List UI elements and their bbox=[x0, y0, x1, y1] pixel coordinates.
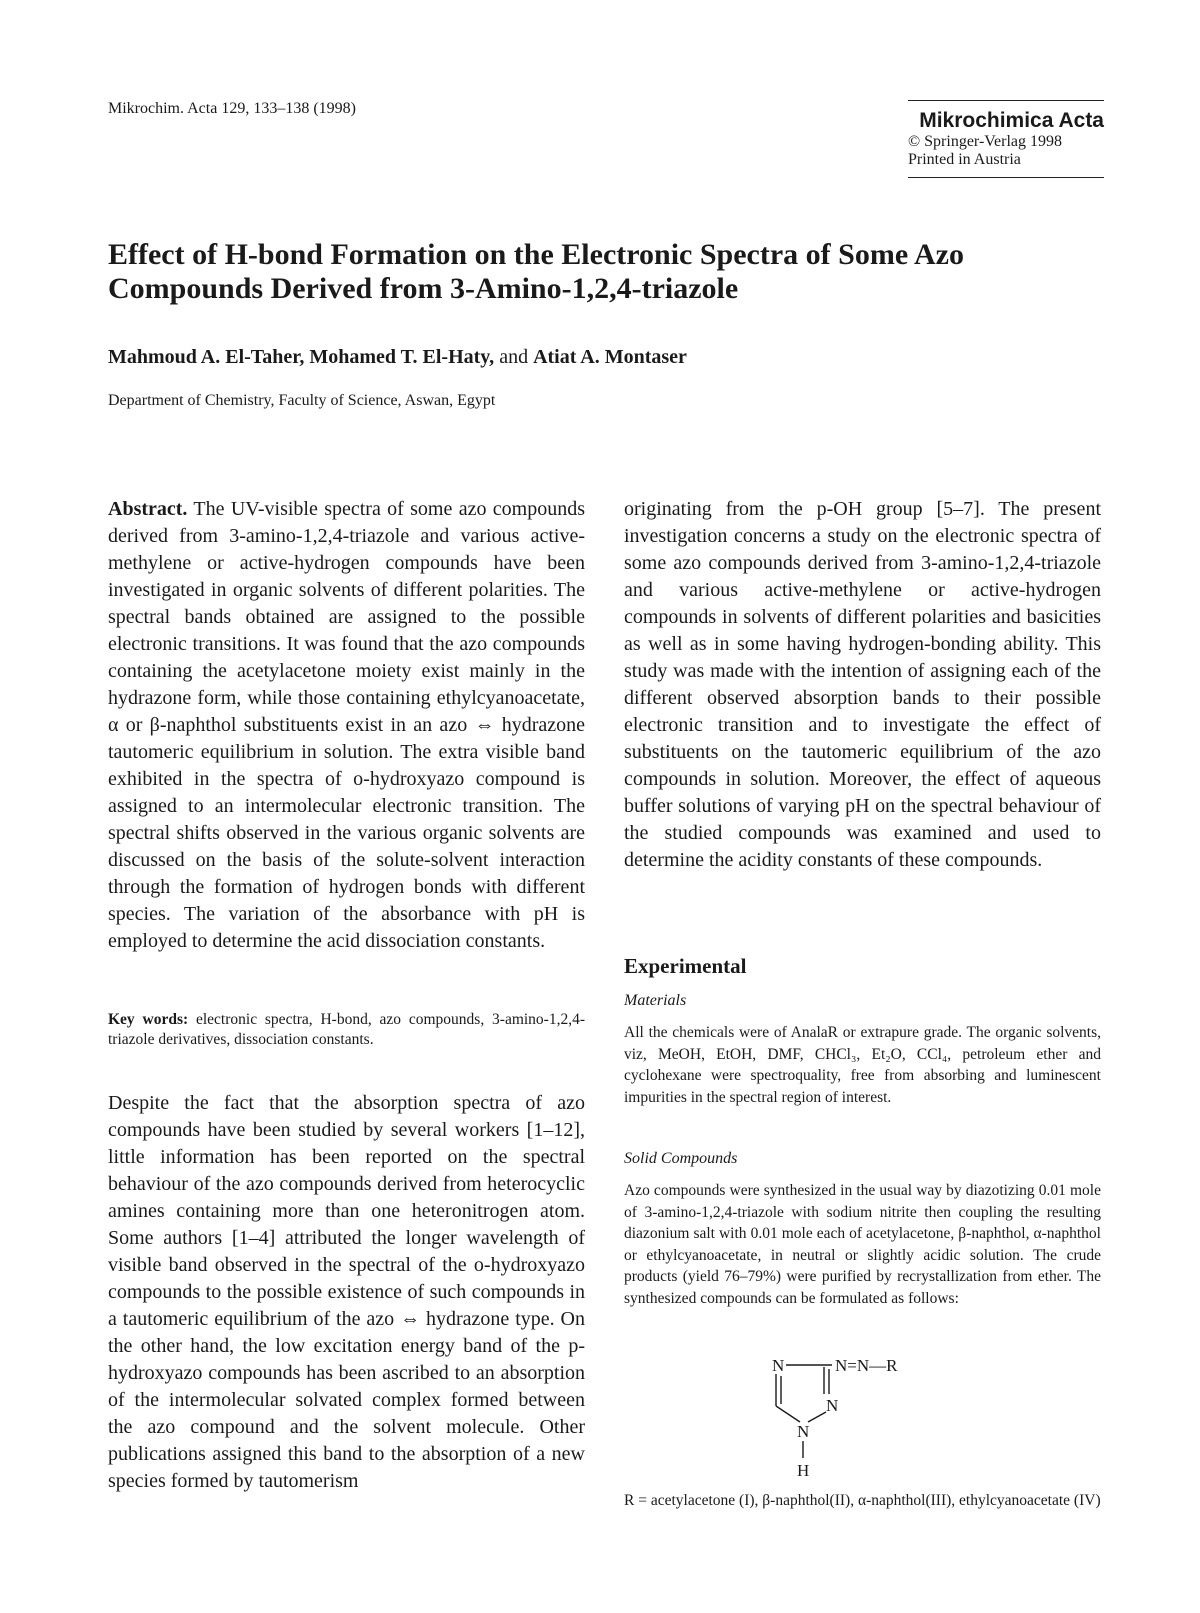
author-list bbox=[108, 346, 687, 369]
structure-n2: N bbox=[826, 1396, 839, 1415]
author-1: Mahmoud A. El-Taher, bbox=[108, 346, 305, 368]
affiliation: Department of Chemistry, Faculty of Science, Aswan, Egypt bbox=[108, 392, 496, 409]
paper-title: Effect of H-bond Formation on the Electronic Spectra of Some Azo Compounds Derived from 3-Amino-1,2,4-triazole bbox=[108, 238, 964, 305]
abstract-label: Abstract. bbox=[108, 498, 188, 520]
printed-line: Printed in Austria bbox=[908, 151, 1021, 168]
intro-left-paragraph: Despite the fact that the absorption spectra of azo compounds have been studied by several workers [1–12], little information has been reported on the spectral behaviour of the azo compounds derived from heterocyclic amines containing more than one heteronitrogen atom. Some authors [1–4] attributed the longer wavelength of visible band observed in the spectral of the o-hydroxyazo compounds to the possible existence of such compounds in a tautomeric equilibrium of the azo ⇔ hydrazone type. On the other hand, the low excitation energy band of the p-hydroxyazo compounds has been ascribed to an absorption of the intermolecular solvated complex formed between the azo compound and the solvent molecule. Other publications assigned this band to the absorption of a new species formed by tautomerism bbox=[108, 1092, 585, 1492]
keywords bbox=[108, 1010, 585, 1050]
abstract-text: The UV-visible spectra of some azo compounds derived from 3-amino-1,2,4-triazole and various active-methylene or active-hydrogen compounds have been investigated in organic solvents of different polarities. The spectral bands obtained are assigned to the possible electronic transitions. It was found that the azo compounds containing the acetylacetone moiety exist mainly in the hydrazone form, while those containing ethylcyanoacetate, α or β-naphthol substituents exist in an azo ⇔ hydrazone tautomeric equilibrium in solution. The extra visible band exhibited in the spectra of o-hydroxyazo compound is assigned to an intermolecular electronic transition. The spectral shifts observed in the various organic solvents are discussed on the basis of the solute-solvent interaction through the formation of hydrogen bonds with different species. The variation of the absorbance with pH is employed to determine the acid dissociation constants. bbox=[108, 498, 585, 952]
structure-caption: R = acetylacetone (I), β-naphthol(II), α-naphthol(III), ethylcyanoacetate (IV) bbox=[624, 1492, 1101, 1509]
experimental-heading: Experimental bbox=[624, 954, 747, 978]
solid-compounds-paragraph: Azo compounds were synthesized in the usual way by diazotizing 0.01 mole of 3-amino-1,2,4-triazole with sodium nitrite then coupling the resulting diazonium salt with 0.01 mole each of acetylacetone, β-naphthol, α-naphthol or ethylcyanoacetate, in neutral or slightly acidic solution. The crude products (yield 76–79%) were purified by recrystallization from ether. The synthesized compounds can be formulated as follows: bbox=[624, 1182, 1101, 1307]
author-3: Atiat A. Montaser bbox=[533, 346, 687, 368]
abstract bbox=[108, 496, 585, 955]
structure-azo-group: N=N—R bbox=[835, 1356, 898, 1375]
solid-compounds-heading: Solid Compounds bbox=[624, 1150, 738, 1167]
keywords-text: electronic spectra, H-bond, azo compounds, 3-amino-1,2,4-triazole derivatives, dissociation constants. bbox=[108, 1011, 586, 1048]
keywords-label: Key words: bbox=[108, 1011, 189, 1028]
author-2: Mohamed T. El-Haty, bbox=[309, 346, 495, 368]
materials-heading: Materials bbox=[624, 992, 687, 1009]
structure-n1: N bbox=[772, 1356, 785, 1375]
structure-h: H bbox=[797, 1461, 810, 1480]
author-conjunction: and bbox=[499, 346, 529, 368]
structure-n3: N bbox=[797, 1422, 810, 1441]
intro-right bbox=[624, 496, 1101, 874]
solid-compounds-text bbox=[624, 1180, 1101, 1309]
intro-left bbox=[108, 1090, 585, 1495]
journal-citation: Mikrochim. Acta 129, 133–138 (1998) bbox=[108, 100, 356, 117]
intro-right-paragraph: originating from the p-OH group [5–7]. The present investigation concerns a study on the electronic spectra of some azo compounds derived from 3-amino-1,2,4-triazole and various active-methylene or active-hydrogen compounds in solvents of different polarities and basicities as well as in some having hydrogen-bonding ability. This study was made with the intention of assigning each of the different observed absorption bands to their possible electronic transition and to investigate the effect of substituents on the tautomeric equilibrium of the azo compounds in solution. Moreover, the effect of aqueous buffer solutions of varying pH on the spectral behaviour of the studied compounds was examined and used to determine the acidity constants of these compounds. bbox=[624, 498, 1101, 871]
triazole-structure-diagram bbox=[740, 1350, 990, 1490]
journal-name: Mikrochimica Acta bbox=[919, 109, 1104, 132]
materials-text bbox=[624, 1022, 1101, 1108]
copyright-line: © Springer-Verlag 1998 bbox=[908, 133, 1063, 150]
journal-box bbox=[908, 100, 1104, 178]
materials-paragraph: All the chemicals were of AnalaR or extrapure grade. The organic solvents, viz, MeOH, EtOH, DMF, CHCl₃, Et₂O, CCl₄, petroleum ether and cyclohexane were spectroquality, free from absorbing and luminescent impurities in the spectral region of interest. bbox=[624, 1024, 1101, 1106]
